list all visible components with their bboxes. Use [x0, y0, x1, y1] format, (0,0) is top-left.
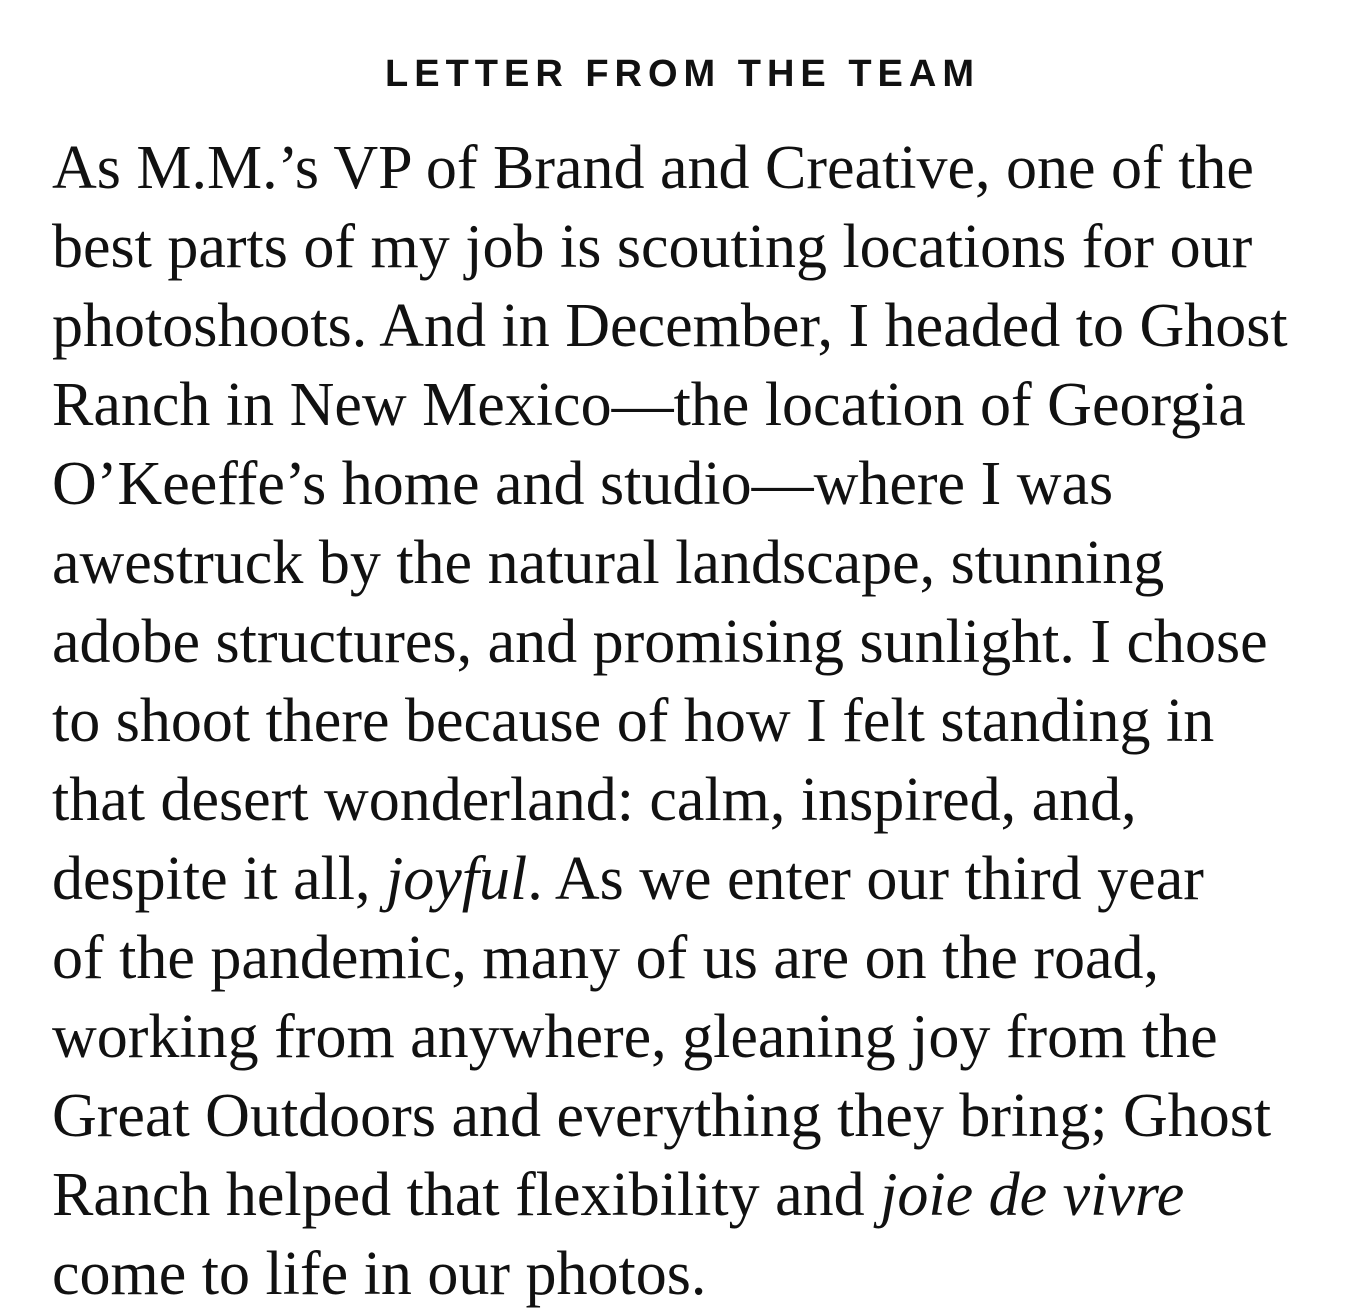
- body-line-9: [52, 761, 1342, 840]
- line-text: adobe structures, and promising sunlight. I chose: [52, 608, 1268, 676]
- line-text: of the pandemic, many of us are on the road,: [52, 924, 1160, 992]
- body-line-6: [52, 524, 1342, 603]
- line-text: Ranch helped that flexibility and: [52, 1161, 881, 1229]
- line-text: Great Outdoors and everything they bring; Ghost: [52, 1082, 1272, 1150]
- body-line-14: [52, 1156, 1342, 1235]
- body-line-11: [52, 919, 1342, 998]
- italic-phrase-joie-de-vivre: joie de vivre: [880, 1161, 1185, 1229]
- body-line-12: [52, 998, 1342, 1077]
- line-text: Ranch in New Mexico—the location of Georgia: [52, 371, 1246, 439]
- italic-word-joyful: joyful: [386, 845, 528, 913]
- line-text: As M.M.’s VP of Brand and Creative, one of the: [52, 134, 1254, 202]
- body-line-13: [52, 1077, 1342, 1156]
- line-text: come to life in our photos.: [52, 1240, 707, 1308]
- line-text: to shoot there because of how I felt standing in: [52, 687, 1215, 755]
- letter-body: [52, 129, 1342, 1314]
- body-line-3: [52, 287, 1342, 366]
- line-text: awestruck by the natural landscape, stunning: [52, 529, 1165, 597]
- body-line-7: [52, 603, 1342, 682]
- line-text: O’Keeffe’s home and studio—where I was: [52, 450, 1114, 518]
- section-heading: LETTER FROM THE TEAM: [385, 53, 980, 95]
- body-line-5: [52, 445, 1342, 524]
- body-line-1: [52, 129, 1342, 208]
- line-text: . As we enter our third year: [527, 845, 1204, 913]
- line-text: photoshoots. And in December, I headed to Ghost: [52, 292, 1288, 360]
- line-text: best parts of my job is scouting locations for our: [52, 213, 1253, 281]
- body-line-2: [52, 208, 1342, 287]
- body-line-4: [52, 366, 1342, 445]
- body-line-10: [52, 840, 1342, 919]
- line-text: that desert wonderland: calm, inspired, and,: [52, 766, 1137, 834]
- body-line-8: [52, 682, 1342, 761]
- body-line-15: [52, 1235, 1342, 1314]
- line-text: working from anywhere, gleaning joy from the: [52, 1003, 1218, 1071]
- line-text: despite it all,: [52, 845, 387, 913]
